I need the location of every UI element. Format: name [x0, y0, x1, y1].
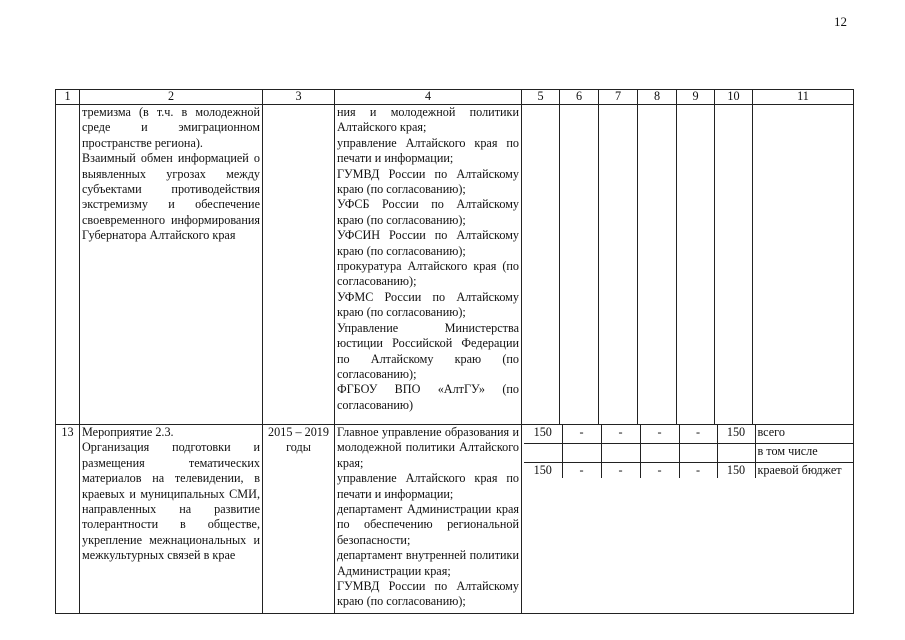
finance-block — [522, 425, 854, 614]
value-total: 150 — [717, 463, 755, 479]
value-2017: - — [601, 463, 640, 479]
executor-item: ГУМВД России по Алтайскому краю (по согласованию); — [337, 579, 519, 609]
row-number-cell — [56, 105, 80, 425]
period-cell — [263, 105, 335, 425]
header-row — [56, 90, 854, 105]
executor-item: Управление Министерства юстиции Российской Федерации по Алтайскому краю (по согласованию); — [337, 320, 519, 381]
measure-description — [80, 105, 263, 425]
header-cell-6: 6 — [560, 90, 599, 105]
finance-label: всего — [755, 425, 854, 444]
value-cell-9 — [677, 105, 715, 425]
value-total: 150 — [717, 425, 755, 444]
value-2018: - — [640, 425, 679, 444]
finance-label: краевой бюджет — [757, 463, 842, 477]
value-2015: 150 — [524, 425, 562, 444]
value-2016: - — [562, 463, 601, 479]
executor-item: УФМС России по Алтайскому краю (по согласованию); — [337, 289, 519, 320]
header-cell-8: 8 — [638, 90, 677, 105]
value-cell-5 — [522, 105, 560, 425]
executor-item: УФСБ России по Алтайскому краю (по согласованию); — [337, 197, 519, 227]
value-cell-8 — [638, 105, 677, 425]
executors-cell — [335, 425, 522, 614]
value-cell-10 — [715, 105, 753, 425]
executor-item: управление Алтайского края по печати и информации; — [337, 471, 519, 501]
header-cell-4: 4 — [335, 90, 522, 105]
header-cell-10: 10 — [715, 90, 753, 105]
table-row-continued — [56, 105, 854, 425]
row-number: 13 — [56, 425, 80, 614]
value-2015 — [524, 444, 562, 463]
finance-table — [524, 425, 854, 478]
executor-item: Главное управление образования и молодежной политики Алтайского края; — [337, 425, 519, 470]
value-2016: - — [562, 425, 601, 444]
value-2015: 150 — [524, 463, 562, 479]
header-cell-7: 7 — [599, 90, 638, 105]
header-cell-2: 2 — [80, 90, 263, 105]
header-cell-5: 5 — [522, 90, 560, 105]
executor-item: ГУМВД России по Алтайскому краю (по согласованию); — [337, 166, 519, 197]
header-cell-9: 9 — [677, 90, 715, 105]
header-cell-3: 3 — [263, 90, 335, 105]
value-2019: - — [679, 463, 717, 479]
value-2016 — [562, 444, 601, 463]
value-cell-7 — [599, 105, 638, 425]
executor-item: департамент Администрации края по обеспечению региональной безопасности; — [337, 502, 519, 547]
value-2019: - — [679, 425, 717, 444]
finance-source-cell — [753, 105, 854, 425]
executor-item: управление Алтайского края по печати и информации; — [337, 135, 519, 166]
header-cell-1: 1 — [56, 90, 80, 105]
measure-description — [80, 425, 263, 614]
executor-item: ФГБОУ ВПО «АлтГУ» (по согласованию) — [337, 382, 519, 412]
table-row-13 — [56, 425, 854, 614]
value-2017 — [601, 444, 640, 463]
value-2018 — [640, 444, 679, 463]
measure-text-part-1: тремизма (в т.ч. в молодежной среде и эмиграционном пространстве региона). — [82, 105, 260, 150]
measure-title: Мероприятие 2.3. — [82, 425, 174, 439]
executor-item: прокуратура Алтайского края (по согласованию); — [337, 259, 519, 289]
finance-row-total — [524, 425, 854, 444]
finance-label: в том числе — [755, 444, 854, 463]
period-cell: 2015 – 2019 годы — [263, 425, 335, 614]
executors-cell — [335, 105, 522, 425]
value-total — [717, 444, 755, 463]
finance-row-regional — [524, 463, 854, 479]
executor-item: департамент внутренней политики Администрации края; — [337, 548, 519, 578]
measure-text-part-2: Взаимный обмен информацией о выявленных угрозах между субъектами противодействия экстремизму и обеспечение своевременного информирования Губернатора Алтайского края — [82, 151, 260, 243]
value-2018: - — [640, 463, 679, 479]
header-cell-11: 11 — [753, 90, 854, 105]
executor-item: ния и молодежной политики Алтайского края; — [337, 105, 519, 135]
executor-item: УФСИН России по Алтайскому краю (по согласованию); — [337, 228, 519, 258]
value-cell-6 — [560, 105, 599, 425]
value-2019 — [679, 444, 717, 463]
finance-row-including — [524, 444, 854, 463]
value-2017: - — [601, 425, 640, 444]
measure-text: Организация подготовки и размещения тематических материалов на телевидении, в краевых и муниципальных СМИ, направленных на развитие толерантности в обществе, укрепление межнациональных и межкультурных связей в крае — [82, 440, 260, 563]
program-table — [55, 89, 854, 614]
page-number: 12 — [834, 14, 847, 29]
